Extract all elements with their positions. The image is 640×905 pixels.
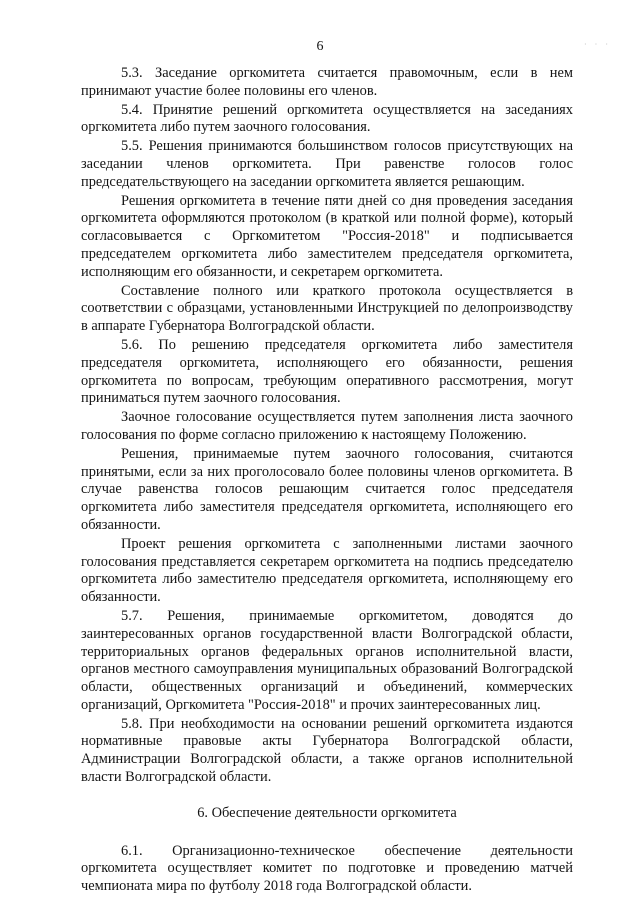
page-number: 6 bbox=[316, 39, 324, 54]
paragraph-5-5-drafting: Составление полного или краткого протокола осуществляется в соответствии с образцами, установленными Инструкцией по делопроизводству в аппарате Губернатора Волгоградской области. bbox=[81, 282, 573, 335]
paragraph-5-5-protocol: Решения оргкомитета в течение пяти дней со дня проведения заседания оргкомитета оформляются протоколом (в краткой или полной форме), который согласовывается с Оргкомитетом "Россия-2018" и подписывается председателем оргкомитета либо заместителем председателя оргкомитета, исполняющим его обязанности, и секретарем оргкомитета. bbox=[81, 192, 573, 280]
paragraph-5-4: 5.4. Принятие решений оргкомитета осуществляется на заседаниях оргкомитета либо путем заочного голосования. bbox=[81, 101, 573, 136]
paragraph-6-1: 6.1. Организационно-техническое обеспечение деятельности оргкомитета осуществляет комитет по подготовке и проведению матчей чемпионата мира по футболу 2018 года Волгоградской области. bbox=[81, 842, 573, 895]
paragraph-5-6: 5.6. По решению председателя оргкомитета либо заместителя председателя оргкомитета, исполняющего его обязанности, решения оргкомитета по вопросам, требующим оперативного рассмотрения, могут приниматься путем заочного голосования. bbox=[81, 336, 573, 407]
paragraph-5-8: 5.8. При необходимости на основании решений оргкомитета издаются нормативные правовые акты Губернатора Волгоградской области, Администрации Волгоградской области, а также органов исполнительной власти Волгоградской области. bbox=[81, 715, 573, 786]
document-body bbox=[81, 65, 573, 896]
paragraph-5-5: 5.5. Решения принимаются большинством голосов присутствующих на заседании членов оргкомитета. При равенстве голосов голос председательствующего на заседании оргкомитета является решающим. bbox=[81, 138, 573, 190]
paragraph-5-7: 5.7. Решения, принимаемые оргкомитетом, доводятся до заинтересованных органов государственной власти Волгоградской области, территориальных органов федеральных органов исполнительной власти, органов местного самоуправления муниципальных образований Волгоградской области, общественных организаций и объединений, коммерческих организаций, Оргкомитета "Россия-2018" и прочих заинтересованных лиц. bbox=[81, 607, 573, 713]
paragraph-5-6-draft: Проект решения оргкомитета с заполненными листами заочного голосования представляется секретарем оргкомитета на подпись председателю оргкомитета либо заместителю председателя оргкомитета, исполняющему его обязанности. bbox=[81, 535, 573, 606]
paragraph-5-6-absentee: Заочное голосование осуществляется путем заполнения листа заочного голосования по форме согласно приложению к настоящему Положению. bbox=[81, 409, 573, 443]
corner-mark: · · · bbox=[584, 40, 611, 49]
paragraph-5-6-decisions: Решения, принимаемые путем заочного голосования, считаются принятыми, если за них проголосовало более половины членов оргкомитета. В случае равенства голосов решающим считается голос председателя оргкомитета либо заместителя председателя оргкомитета, исполняющего его обязанности. bbox=[81, 445, 573, 533]
paragraph-5-3: 5.3. Заседание оргкомитета считается правомочным, если в нем принимают участие более половины его членов. bbox=[81, 65, 573, 99]
section-6-title: 6. Обеспечение деятельности оргкомитета bbox=[197, 804, 457, 821]
